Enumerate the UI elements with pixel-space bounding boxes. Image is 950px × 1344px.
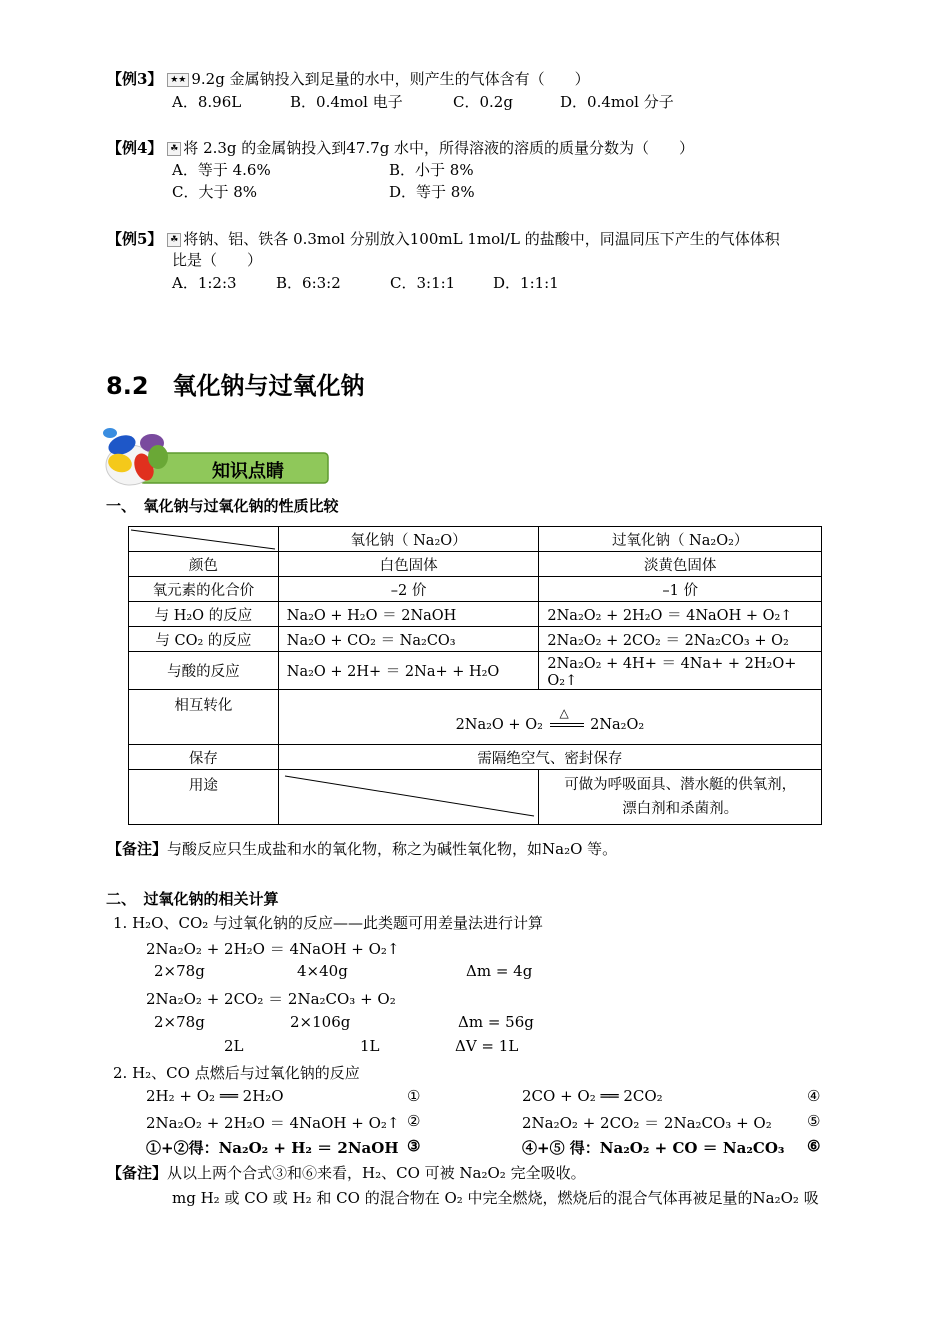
- reaction-number: ⑥: [807, 1137, 821, 1155]
- calc1-title: 1. H₂O、CO₂ 与过氧化钠的反应——此类题可用差量法进行计算: [113, 914, 544, 932]
- convert-right: 2Na₂O₂: [590, 717, 645, 733]
- row-na2o: Na₂O + 2H+ ＝ 2Na+ + H₂O: [278, 652, 539, 690]
- calc1-eq2-b: 2×106g: [290, 1013, 351, 1031]
- note-text: 从以上两个合式③和⑥来看，H₂、CO 可被 Na₂O₂ 完全吸收。: [167, 1164, 586, 1182]
- store-cell: 需隔绝空气、密封保存: [278, 745, 821, 770]
- row-label: 保存: [129, 745, 279, 770]
- row-na2o2: 2Na₂O₂ + 2CO₂ ＝ 2Na₂CO₃ + O₂: [539, 627, 822, 652]
- question-text: 将钠、铝、铁各 0.3mol 分别放入100mL 1mol/L 的盐酸中，同温同压下产生的气体体积: [183, 230, 780, 248]
- calc1-eq3-c: ΔV = 1L: [455, 1037, 519, 1055]
- use-na2o2: [539, 770, 822, 825]
- reaction-number: ③: [407, 1137, 421, 1155]
- knowledge-badge: [100, 415, 335, 490]
- corner-cell: [129, 527, 279, 552]
- row-label: 氧元素的化合价: [129, 577, 279, 602]
- example-4: [107, 137, 694, 158]
- option-d: D．0.4mol 分子: [560, 93, 674, 111]
- example-tag: 【例3】: [107, 70, 163, 88]
- option-b: B．0.4mol 电子: [290, 93, 403, 111]
- part2-heading: 二、 过氧化钠的相关计算: [106, 890, 279, 908]
- reaction-3: ①+②得：Na₂O₂ + H₂ ＝ 2NaOH: [146, 1139, 399, 1157]
- row-na2o: –2 价: [278, 577, 539, 602]
- note-2-line-2: mg H₂ 或 CO 或 H₂ 和 CO 的混合物在 O₂ 中完全燃烧，燃烧后的混合气体再被足量的Na₂O₂ 吸: [172, 1189, 819, 1207]
- row-na2o2: 2Na₂O₂ + 2H₂O ＝ 4NaOH + O₂↑: [539, 602, 822, 627]
- option-a: A．8.96L: [172, 93, 242, 111]
- question-text: 9.2g 金属钠投入到足量的水中，则产生的气体含有（ ）: [191, 70, 590, 88]
- note-tag: 【备注】: [107, 840, 168, 858]
- question-text-cont: 比是（ ）: [172, 251, 263, 269]
- difficulty-clover-icon: ☘: [167, 142, 181, 156]
- header-na2o: 氧化钠（ Na₂O）: [278, 527, 539, 552]
- calc1-eq1-c: Δm = 4g: [466, 962, 533, 980]
- difficulty-star-icon: ★★: [167, 73, 189, 87]
- calc1-eq2: 2Na₂O₂ + 2CO₂ ＝ 2Na₂CO₃ + O₂: [146, 990, 396, 1008]
- reaction-number: ④: [807, 1087, 821, 1105]
- row-na2o: Na₂O + CO₂ ＝ Na₂CO₃: [278, 627, 539, 652]
- row-label: 相互转化: [129, 690, 279, 745]
- row-na2o2: –1 价: [539, 577, 822, 602]
- part1-heading: 一、 氧化钠与过氧化钠的性质比较: [106, 497, 339, 515]
- calc1-eq3-b: 1L: [360, 1037, 380, 1055]
- note-text: 与酸反应只生成盐和水的氧化物，称之为碱性氧化物，如Na₂O 等。: [167, 840, 618, 858]
- option-c: C．0.2g: [453, 93, 513, 111]
- option-c: C．大于 8%: [172, 183, 258, 201]
- comparison-table: [128, 526, 822, 825]
- calc1-eq2-c: Δm = 56g: [458, 1013, 534, 1031]
- option-a: A．等于 4.6%: [172, 161, 271, 179]
- example-tag: 【例5】: [107, 230, 163, 248]
- reaction-1: 2H₂ + O₂ ══ 2H₂O: [146, 1087, 284, 1105]
- calc1-eq2-a: 2×78g: [154, 1013, 205, 1031]
- reaction-number: ②: [407, 1112, 421, 1130]
- note-tag: 【备注】: [107, 1164, 168, 1182]
- row-na2o2: 淡黄色固体: [539, 552, 822, 577]
- reaction-4: 2CO + O₂ ══ 2CO₂: [522, 1087, 663, 1105]
- row-na2o2: 2Na₂O₂ + 4H+ ＝ 4Na+ + 2H₂O+ O₂↑: [539, 652, 822, 690]
- example-5: [107, 228, 780, 249]
- section-title: 8.2 氧化钠与过氧化钠: [106, 372, 365, 400]
- reaction-6: ④+⑤ 得：Na₂O₂ + CO ＝ Na₂CO₃: [522, 1139, 785, 1157]
- convert-cell: [278, 690, 821, 745]
- reaction-number: ①: [407, 1087, 421, 1105]
- row-label: 与 H₂O 的反应: [129, 602, 279, 627]
- note-1: [107, 838, 617, 859]
- difficulty-clover-icon: ☘: [167, 233, 181, 247]
- option-b: B．小于 8%: [389, 161, 474, 179]
- option-c: C．3:1:1: [390, 274, 456, 292]
- use-line-1: 可做为呼吸面具、潜水艇的供氧剂，: [564, 777, 797, 793]
- row-label: 与酸的反应: [129, 652, 279, 690]
- heat-condition: △: [559, 706, 569, 720]
- option-b: B．6:3:2: [276, 274, 341, 292]
- use-na2o-empty: [278, 770, 539, 825]
- example-tag: 【例4】: [107, 139, 163, 157]
- note-2: [107, 1162, 586, 1183]
- option-d: D．等于 8%: [389, 183, 475, 201]
- use-line-2: 漂白剂和杀菌剂。: [622, 801, 739, 817]
- reaction-number: ⑤: [807, 1112, 821, 1130]
- row-label: 与 CO₂ 的反应: [129, 627, 279, 652]
- header-na2o2: 过氧化钠（ Na₂O₂）: [539, 527, 822, 552]
- calc1-eq1: 2Na₂O₂ + 2H₂O ＝ 4NaOH + O₂↑: [146, 940, 400, 958]
- reaction-2: 2Na₂O₂ + 2H₂O ＝ 4NaOH + O₂↑: [146, 1114, 400, 1132]
- question-text: 将 2.3g 的金属钠投入到47.7g 水中，所得溶液的溶质的质量分数为（ ）: [183, 139, 695, 157]
- calc2-title: 2. H₂、CO 点燃后与过氧化钠的反应: [113, 1064, 360, 1082]
- option-a: A．1:2:3: [172, 274, 237, 292]
- calc1-eq1-a: 2×78g: [154, 962, 205, 980]
- calc1-eq3-a: 2L: [224, 1037, 244, 1055]
- row-label: 用途: [129, 770, 279, 825]
- badge-label: 知识点睛: [212, 461, 284, 482]
- convert-left: 2Na₂O + O₂: [455, 717, 543, 733]
- reaction-5: 2Na₂O₂ + 2CO₂ ＝ 2Na₂CO₃ + O₂: [522, 1114, 772, 1132]
- row-label: 颜色: [129, 552, 279, 577]
- example-3: [107, 68, 590, 89]
- option-d: D．1:1:1: [493, 274, 559, 292]
- heat-arrow: [548, 706, 586, 732]
- row-na2o: 白色固体: [278, 552, 539, 577]
- row-na2o: Na₂O + H₂O ＝ 2NaOH: [278, 602, 539, 627]
- calc1-eq1-b: 4×40g: [297, 962, 348, 980]
